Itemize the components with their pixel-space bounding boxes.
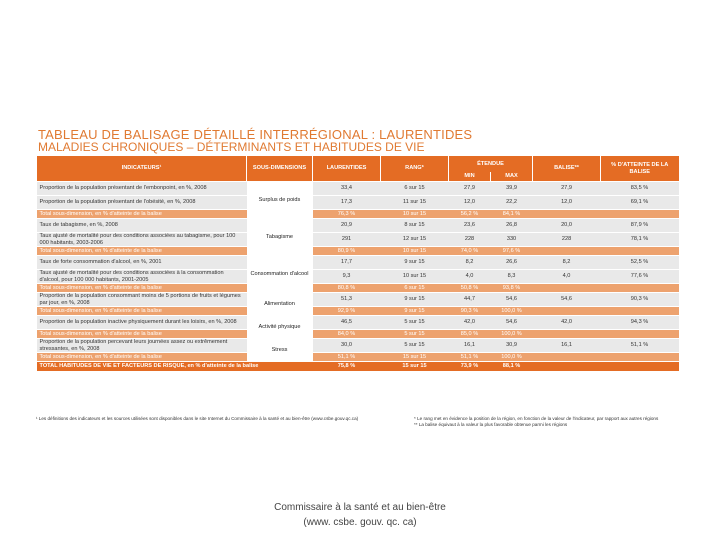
rang-cell: 9 sur 15 [381, 307, 449, 316]
atteinte-cell [601, 247, 679, 256]
table-row [37, 270, 679, 284]
max-cell: 330 [491, 233, 533, 247]
note-definitions: ¹ Les définitions des indicateurs et les sources utilisées sont disponibles dans le site Internet du Commissaire à la santé et au bien-être (www.csbe.gouv.qc.ca) [36, 416, 359, 421]
title-line-2: MALADIES CHRONIQUES – DÉTERMINANTS ET HABITUDES DE VIE [38, 140, 425, 154]
atteinte-cell: 87,9 % [601, 219, 679, 233]
laurentides-cell: 92,9 % [313, 307, 381, 316]
laurentides-cell: 30,0 [313, 339, 381, 353]
laurentides-cell: 80,9 % [313, 247, 381, 256]
subdimension-stress: Stress [247, 339, 313, 362]
max-cell: 54,6 [491, 293, 533, 307]
indicator-cell: Proportion de la population présentant de l'obésité, en %, 2008 [37, 196, 247, 210]
rang-cell: 12 sur 15 [381, 233, 449, 247]
subdimension-alcool: Consommation d'alcool [247, 256, 313, 293]
min-cell: 23,6 [449, 219, 491, 233]
max-cell: 100,0 % [491, 307, 533, 316]
laurentides-cell: 84,0 % [313, 330, 381, 339]
indicator-cell: Total sous-dimension, en % d'atteinte de la balise [37, 247, 247, 256]
min-cell: 228 [449, 233, 491, 247]
max-cell: 30,9 [491, 339, 533, 353]
max-cell: 97,6 % [491, 247, 533, 256]
max-cell: 93,8 % [491, 284, 533, 293]
subdimension-alimentation: Alimentation [247, 293, 313, 316]
subtotal-row [37, 247, 679, 256]
table-row [37, 196, 679, 210]
table-row [37, 256, 679, 270]
min-cell: 44,7 [449, 293, 491, 307]
rang-cell: 6 sur 15 [381, 182, 449, 196]
max-cell: 100,0 % [491, 353, 533, 362]
balise-cell [533, 362, 601, 372]
rang-cell: 15 sur 15 [381, 353, 449, 362]
balise-cell [533, 284, 601, 293]
min-cell: 4,0 [449, 270, 491, 284]
header-etendue: ÉTENDUE [449, 156, 533, 172]
header-indicateurs: INDICATEURS¹ [37, 156, 247, 182]
laurentides-cell: 51,1 % [313, 353, 381, 362]
min-cell: 51,1 % [449, 353, 491, 362]
atteinte-cell: 90,3 % [601, 293, 679, 307]
atteinte-cell [601, 307, 679, 316]
rang-cell: 5 sur 15 [381, 339, 449, 353]
subdimension-tabagisme: Tabagisme [247, 219, 313, 256]
header-max: MAX [491, 172, 533, 182]
table-row [37, 339, 679, 353]
laurentides-cell: 33,4 [313, 182, 381, 196]
rang-cell: 15 sur 15 [381, 362, 449, 372]
balise-cell: 42,0 [533, 316, 601, 330]
atteinte-cell [601, 362, 679, 372]
subdimension-activite-physique: Activité physique [247, 316, 313, 339]
balise-cell [533, 247, 601, 256]
rang-cell: 9 sur 15 [381, 293, 449, 307]
total-row [37, 362, 679, 372]
footer [0, 500, 720, 530]
balise-cell [533, 353, 601, 362]
header-balise: BALISE** [533, 156, 601, 182]
laurentides-cell: 76,3 % [313, 210, 381, 219]
min-cell: 50,8 % [449, 284, 491, 293]
atteinte-cell [601, 210, 679, 219]
subtotal-row [37, 353, 679, 362]
atteinte-cell: 78,1 % [601, 233, 679, 247]
atteinte-cell: 94,3 % [601, 316, 679, 330]
indicator-cell: Total sous-dimension, en % d'atteinte de la balise [37, 330, 247, 339]
laurentides-cell: 46,5 [313, 316, 381, 330]
subdimension-surplus-poids: Surplus de poids [247, 182, 313, 219]
indicator-cell: Total sous-dimension, en % d'atteinte de la balise [37, 353, 247, 362]
laurentides-cell: 17,3 [313, 196, 381, 210]
atteinte-cell: 51,1 % [601, 339, 679, 353]
max-cell: 88,1 % [491, 362, 533, 372]
table-row [37, 233, 679, 247]
balise-cell: 12,0 [533, 196, 601, 210]
balise-cell: 4,0 [533, 270, 601, 284]
title-line-1: TABLEAU DE BALISAGE DÉTAILLÉ INTERRÉGIONAL : LAURENTIDES [38, 127, 473, 142]
max-cell: 84,1 % [491, 210, 533, 219]
note-rang: * Le rang met en évidence la position de la région, en fonction de la valeur de l'indicateur, par rapport aux autres régions [414, 416, 659, 421]
subtotal-row [37, 307, 679, 316]
min-cell: 90,3 % [449, 307, 491, 316]
laurentides-cell: 75,8 % [313, 362, 381, 372]
rang-cell: 6 sur 15 [381, 284, 449, 293]
rang-cell: 10 sur 15 [381, 270, 449, 284]
laurentides-cell: 51,3 [313, 293, 381, 307]
rang-cell: 9 sur 15 [381, 256, 449, 270]
indicator-cell: Total sous-dimension, en % d'atteinte de la balise [37, 284, 247, 293]
balise-cell [533, 210, 601, 219]
atteinte-cell: 83,5 % [601, 182, 679, 196]
indicator-cell: Total sous-dimension, en % d'atteinte de la balise [37, 307, 247, 316]
rang-cell: 5 sur 15 [381, 330, 449, 339]
balise-cell: 20,0 [533, 219, 601, 233]
subtotal-row [37, 330, 679, 339]
header-min: MIN [449, 172, 491, 182]
header-rang: RANG* [381, 156, 449, 182]
total-label: TOTAL HABITUDES DE VIE ET FACTEURS DE RISQUE, en % d'atteinte de la balise [37, 362, 313, 372]
header-atteinte: % D'ATTEINTE DE LA BALISE [601, 156, 679, 182]
rang-cell: 8 sur 15 [381, 219, 449, 233]
max-cell: 22,2 [491, 196, 533, 210]
indicator-cell: Proportion de la population présentant de l'embonpoint, en %, 2008 [37, 182, 247, 196]
max-cell: 39,9 [491, 182, 533, 196]
footer-website: (www. csbe. gouv. qc. ca) [303, 517, 417, 528]
max-cell: 54,6 [491, 316, 533, 330]
max-cell: 100,0 % [491, 330, 533, 339]
indicator-cell: Taux de forte consommation d'alcool, en %, 2001 [37, 256, 247, 270]
header-sous-dimensions: SOUS-DIMENSIONS [247, 156, 313, 182]
indicator-cell: Taux ajusté de mortalité pour des conditions associées au tabagisme, pour 100 000 habitants, 2003-2006 [37, 233, 247, 247]
balise-cell: 27,9 [533, 182, 601, 196]
rang-cell: 11 sur 15 [381, 196, 449, 210]
balise-cell: 54,6 [533, 293, 601, 307]
atteinte-cell: 77,6 % [601, 270, 679, 284]
indicator-cell: Proportion de la population percevant leurs journées assez ou extrêmement stressantes, en %, 2008 [37, 339, 247, 353]
indicator-cell: Proportion de la population consommant moins de 5 portions de fruits et légumes par jour, en %, 2008 [37, 293, 247, 307]
min-cell: 74,0 % [449, 247, 491, 256]
atteinte-cell [601, 353, 679, 362]
rang-cell: 10 sur 15 [381, 210, 449, 219]
indicator-cell: Taux de tabagisme, en %, 2008 [37, 219, 247, 233]
atteinte-cell: 69,1 % [601, 196, 679, 210]
min-cell: 73,9 % [449, 362, 491, 372]
balise-cell [533, 307, 601, 316]
table-title [38, 128, 698, 154]
header-laurentides: LAURENTIDES [313, 156, 381, 182]
max-cell: 8,3 [491, 270, 533, 284]
atteinte-cell [601, 330, 679, 339]
indicator-cell: Total sous-dimension, en % d'atteinte de la balise [37, 210, 247, 219]
indicator-cell: Proportion de la population inactive physiquement durant les loisirs, en %, 2008 [37, 316, 247, 330]
balise-cell: 16,1 [533, 339, 601, 353]
min-cell: 56,2 % [449, 210, 491, 219]
max-cell: 26,6 [491, 256, 533, 270]
rang-cell: 5 sur 15 [381, 316, 449, 330]
laurentides-cell: 17,7 [313, 256, 381, 270]
balise-cell: 8,2 [533, 256, 601, 270]
subtotal-row [37, 284, 679, 293]
table-row [37, 182, 679, 196]
min-cell: 27,9 [449, 182, 491, 196]
table-row [37, 219, 679, 233]
laurentides-cell: 291 [313, 233, 381, 247]
min-cell: 85,0 % [449, 330, 491, 339]
min-cell: 12,0 [449, 196, 491, 210]
benchmark-table [36, 156, 679, 371]
laurentides-cell: 20,9 [313, 219, 381, 233]
table-row [37, 316, 679, 330]
min-cell: 8,2 [449, 256, 491, 270]
min-cell: 42,0 [449, 316, 491, 330]
rang-cell: 10 sur 15 [381, 247, 449, 256]
laurentides-cell: 9,3 [313, 270, 381, 284]
balise-cell: 228 [533, 233, 601, 247]
table-row [37, 293, 679, 307]
subtotal-row [37, 210, 679, 219]
max-cell: 26,8 [491, 219, 533, 233]
footer-organization: Commissaire à la santé et au bien-être [274, 502, 446, 513]
indicator-cell: Taux ajusté de mortalité pour des conditions associées à la consommation d'alcool, pour 100 000 habitants, 2001-2005 [37, 270, 247, 284]
atteinte-cell [601, 284, 679, 293]
note-rang-balise [414, 416, 674, 427]
note-balise: ** La balise équivaut à la valeur la plus favorable obtenue parmi les régions [414, 421, 568, 427]
laurentides-cell: 80,8 % [313, 284, 381, 293]
atteinte-cell: 52,5 % [601, 256, 679, 270]
balise-cell [533, 330, 601, 339]
min-cell: 16,1 [449, 339, 491, 353]
